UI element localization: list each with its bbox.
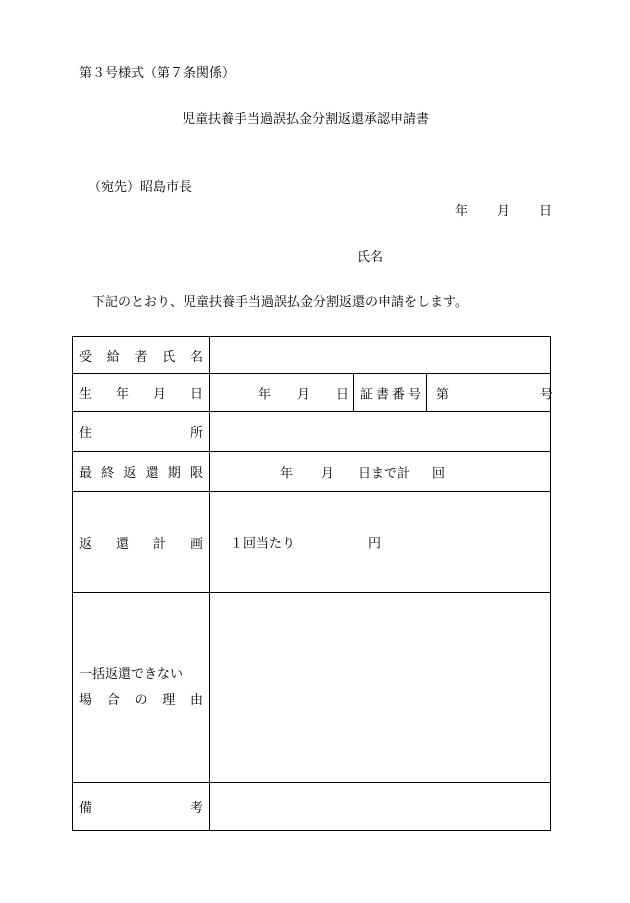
reason-label (73, 593, 210, 783)
label-char: 場 (79, 692, 93, 708)
remarks-row (73, 783, 551, 831)
birth-year-label: 年 (258, 387, 272, 402)
label-char: 者 (134, 349, 148, 365)
per-payment-label: １回当たり (230, 536, 296, 552)
deadline-count-label: 回 (432, 466, 446, 481)
deadline-until-label: 日まで計 (358, 466, 411, 481)
addressee: （宛先）昭島市長 (88, 180, 193, 195)
label-char: 由 (189, 692, 203, 708)
label-char: 考 (189, 801, 203, 816)
label-char: 返 (123, 466, 137, 481)
birthdate-row (73, 374, 551, 412)
birth-day-label: 日 (336, 387, 350, 402)
cell-divider (426, 374, 427, 411)
application-table (72, 336, 554, 831)
label-char: 計 (152, 536, 166, 552)
date-month-label: 月 (497, 204, 511, 219)
remarks-field[interactable] (210, 783, 551, 831)
birthdate-label (73, 374, 210, 412)
label-char: 住 (79, 426, 93, 441)
label-char: 返 (79, 536, 93, 552)
deadline-label (73, 452, 210, 492)
label-char: 画 (189, 536, 203, 552)
deadline-month-label: 月 (321, 466, 335, 481)
recipient-name-label (73, 337, 210, 374)
label-char: 合 (106, 692, 120, 708)
deadline-field[interactable] (210, 452, 551, 492)
applicant-name-label: 氏名 (357, 250, 384, 265)
label-char: 氏 (162, 349, 176, 365)
cell-divider (353, 374, 354, 411)
recipient-name-field[interactable] (210, 337, 551, 374)
label-char: 還 (115, 536, 129, 552)
yen-label: 円 (368, 536, 382, 552)
reason-row (73, 593, 551, 783)
certificate-suffix: 号 (540, 387, 554, 402)
label-char: の (134, 692, 148, 708)
intro-text: 下記のとおり、児童扶養手当過誤払金分割返還の申請をします。 (92, 295, 468, 310)
reason-label-line2 (79, 688, 203, 714)
certificate-number-label: 証書番号 (360, 387, 425, 402)
repayment-plan-label (73, 492, 210, 593)
label-char: 終 (101, 466, 115, 481)
address-label (73, 412, 210, 452)
label-char: 限 (189, 466, 203, 481)
deadline-year-label: 年 (280, 466, 294, 481)
deadline-row (73, 452, 551, 492)
reason-field[interactable] (210, 593, 551, 783)
label-char: 年 (115, 387, 129, 402)
address-field[interactable] (210, 412, 551, 452)
label-char: 最 (79, 466, 93, 481)
document-title: 児童扶養手当過誤払金分割返還承認申請書 (182, 112, 430, 127)
date-year-label: 年 (455, 204, 469, 219)
label-char: 還 (145, 466, 159, 481)
recipient-name-row (73, 337, 551, 374)
address-row (73, 412, 551, 452)
repayment-plan-field[interactable] (210, 492, 551, 593)
label-char: 名 (189, 349, 203, 365)
label-char: 所 (189, 426, 203, 441)
repayment-plan-row (73, 492, 551, 593)
remarks-label (73, 783, 210, 831)
birth-month-label: 月 (297, 387, 311, 402)
label-char: 理 (162, 692, 176, 708)
label-char: 生 (79, 387, 93, 402)
label-char: 受 (79, 349, 93, 365)
date-day-label: 日 (539, 204, 553, 219)
form-number: 第３号様式（第７条関係） (79, 66, 236, 81)
label-char: 給 (106, 349, 120, 365)
label-char: 月 (152, 387, 166, 402)
birthdate-certificate-cell (210, 374, 554, 412)
label-char: 日 (189, 387, 203, 402)
certificate-prefix: 第 (436, 387, 450, 402)
label-char: 備 (79, 801, 93, 816)
reason-label-line1: 一括返還できない (79, 666, 184, 682)
label-char: 期 (167, 466, 181, 481)
